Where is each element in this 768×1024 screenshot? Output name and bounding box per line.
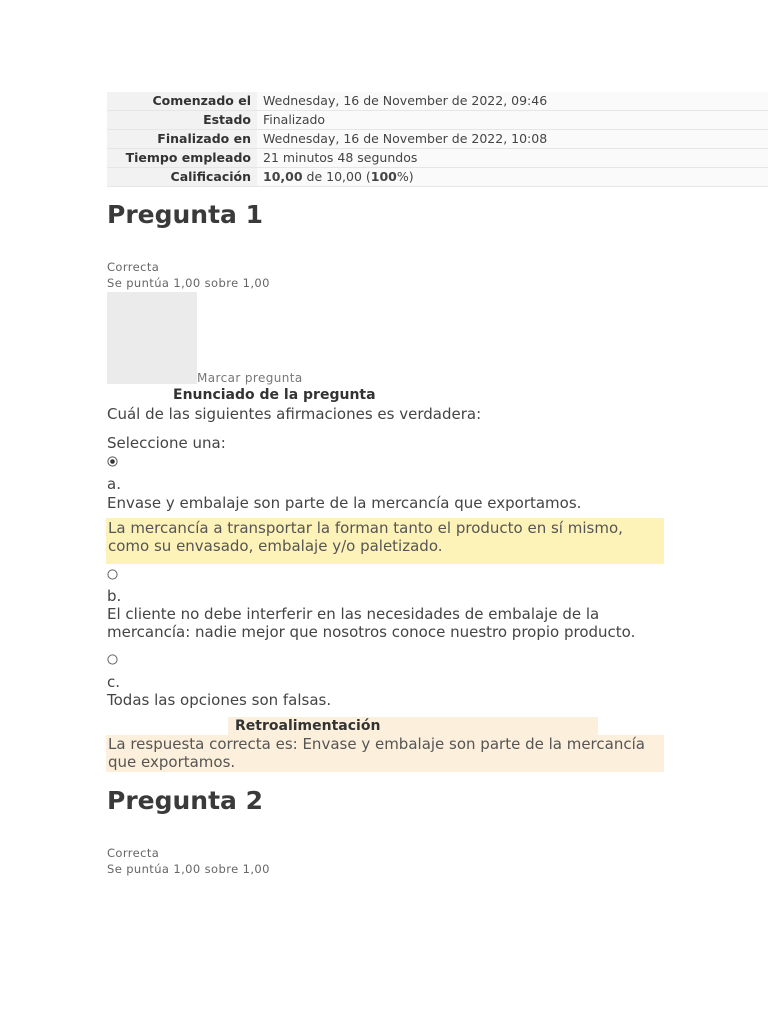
attempt-summary-table [107,92,768,187]
summary-value: 21 minutos 48 segundos [257,149,768,168]
question-2-status: Correcta [107,846,160,860]
option-a-text[interactable]: Envase y embalaje son parte de la mercancía que exportamos. [107,494,582,512]
question-text-title: Enunciado de la pregunta [173,387,376,403]
flag-question-label[interactable]: Marcar pregunta [197,371,303,385]
question-1-heading: Pregunta 1 [107,200,264,229]
option-a-radio[interactable] [107,456,118,467]
option-c-letter: c. [107,673,121,691]
grade-end: %) [396,169,414,184]
summary-value: Wednesday, 16 de November de 2022, 09:46 [257,92,768,111]
radio-unchecked-icon [107,569,118,580]
select-prompt: Seleccione una: [107,434,226,452]
option-b-radio[interactable] [107,569,118,580]
summary-value: Wednesday, 16 de November de 2022, 10:08 [257,130,768,149]
radio-unchecked-icon [107,654,118,665]
option-c-text[interactable]: Todas las opciones son falsas. [107,691,332,709]
radio-checked-icon [107,456,118,467]
option-c-radio[interactable] [107,654,118,665]
summary-row-state [107,111,768,130]
grade-mid: de 10,00 ( [302,169,371,184]
question-1-text: Cuál de las siguientes afirmaciones es verdadera: [107,405,482,423]
question-1-score: Se puntúa 1,00 sobre 1,00 [107,276,270,290]
summary-label: Tiempo empleado [107,149,257,168]
summary-value: Finalizado [257,111,768,130]
grade-value [257,168,768,187]
summary-label: Estado [107,111,257,130]
option-a-letter: a. [107,475,121,493]
option-b-letter: b. [107,587,122,605]
summary-label: Calificación [107,168,257,187]
flag-question-box[interactable] [107,292,197,384]
question-1-status: Correcta [107,260,160,274]
summary-row-time [107,149,768,168]
summary-row-finished [107,130,768,149]
feedback-text: La respuesta correcta es: Envase y embalaje son parte de la mercancía que exportamos. [106,735,664,772]
summary-row-grade [107,168,768,187]
grade-score: 10,00 [263,169,303,184]
question-2-score: Se puntúa 1,00 sobre 1,00 [107,862,270,876]
grade-percent: 100 [370,169,397,184]
question-2-heading: Pregunta 2 [107,786,264,815]
option-b-text[interactable]: El cliente no debe interferir en las necesidades de embalaje de la mercancía: nadie mejor que nosotros conoce nuestro propio producto. [107,605,636,641]
option-a-specific-feedback: La mercancía a transportar la forman tanto el producto en sí mismo, como su envasado, embalaje y/o paletizado. [106,518,664,564]
summary-label: Finalizado en [107,130,257,149]
summary-row-started [107,92,768,111]
feedback-title: Retroalimentación [228,717,598,735]
summary-label: Comenzado el [107,92,257,111]
